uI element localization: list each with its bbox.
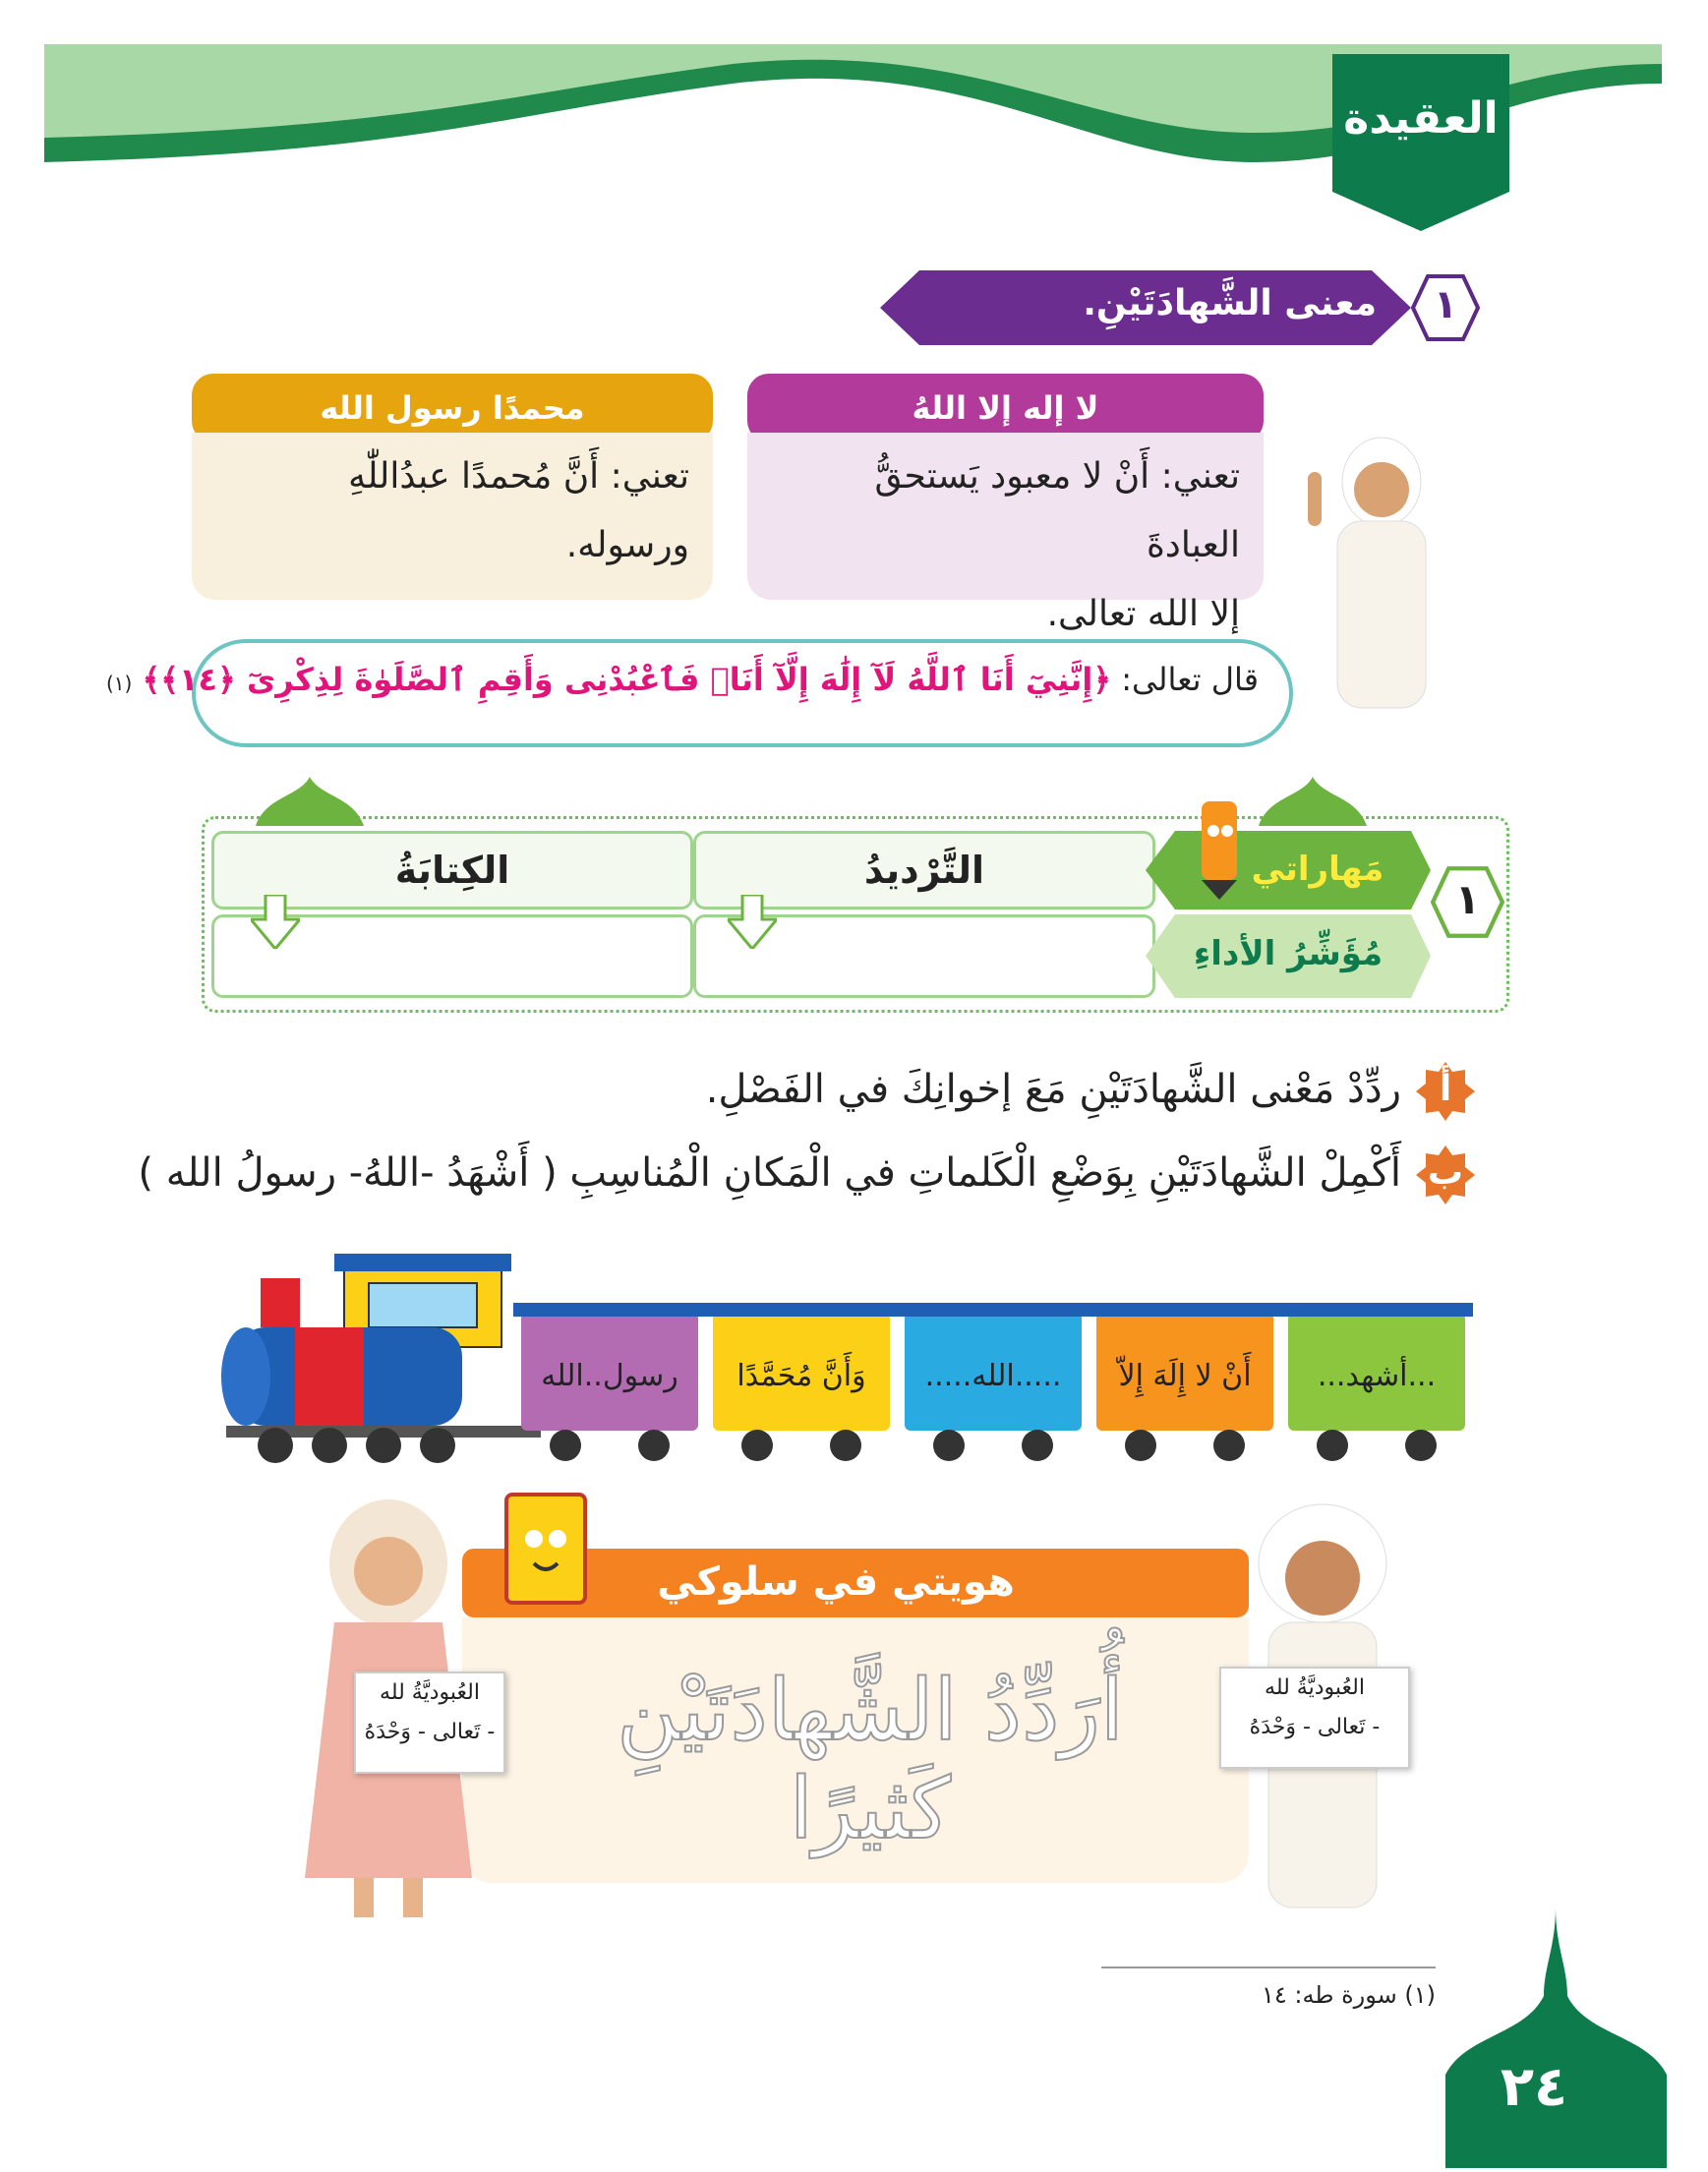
sign-line: العُبوديَّةُ لله — [1265, 1675, 1365, 1700]
page-number-mosque — [1445, 1888, 1667, 2168]
card-line: تعني: أَنَّ مُحمدًا عبدُاللّٰهِ — [348, 456, 689, 497]
train-car-label: أَنْ لا إِلَهَ إِلاّ — [1118, 1359, 1252, 1393]
card-muhammad — [192, 374, 713, 600]
indicator-label: مُؤَشِّرُ الأداءِ — [1193, 934, 1384, 973]
book-mascot-icon — [497, 1485, 605, 1613]
card-la-ilaha — [747, 374, 1264, 634]
dome-decoration — [1259, 777, 1367, 826]
section-label: العقيدة — [1343, 93, 1499, 144]
skill-repeat-label: التَّرْديدُ — [863, 849, 985, 892]
pencil-mascot-icon — [1190, 792, 1249, 900]
sign-line: - تَعالى - وَحْدَهُ — [1249, 1715, 1381, 1739]
quote — [105, 661, 1259, 698]
skills-number: ١ — [1454, 875, 1481, 923]
train-car-label: ...أشهد... — [1317, 1359, 1437, 1393]
task-marker-label: أ — [1439, 1069, 1452, 1109]
lesson-title: معنى الشَّهادَتَيْنِ. — [1083, 283, 1377, 323]
quote-lead: قال تعالى: — [1121, 661, 1259, 698]
down-arrow-icon — [251, 895, 300, 949]
quote-ref: (١) — [105, 672, 133, 695]
skills-badge-label: مَهاراتي — [1251, 850, 1384, 889]
task-text: ردِّدْ مَعْنى الشَّهادَتَيْنِ مَعَ إخوانِكَ في الفَصْلِ. — [705, 1067, 1401, 1112]
card-line: تعني: أَنْ لا معبود يَستحقُّ العبادةَ — [874, 456, 1240, 565]
dome-decoration — [256, 777, 364, 826]
sign-line: - تَعالى - وَحْدَهُ — [364, 1720, 496, 1744]
skill-writing-label: الكِتابَةُ — [394, 849, 510, 892]
sign-line: العُبوديَّةُ لله — [380, 1680, 480, 1705]
behavior-title: هويتي في سلوكي — [657, 1559, 1015, 1605]
down-arrow-icon — [728, 895, 777, 949]
sign-boy — [1219, 1667, 1410, 1769]
task-marker-label: ب — [1427, 1152, 1464, 1193]
train-car-label: وَأَنَّ مُحَمَّدًا — [736, 1359, 866, 1393]
task-text: أَكْمِلْ الشَّهادَتَيْنِ بِوَضْعِ الْكَلماتِ في الْمَكانِ الْمُناسِبِ ( أَشْهَدُ -اللهُ- رسولُ الله ) — [138, 1150, 1401, 1196]
lesson-number: ١ — [1433, 282, 1458, 327]
card-heading: لا إله إلا اللهُ — [747, 374, 1264, 442]
card-heading: محمدًا رسول الله — [192, 374, 713, 442]
trace-text: أُرَدِّدُ الشَّهادَتَيْنِ كَثيرًا — [617, 1662, 1124, 1858]
quote-ayah: ﴿إِنَّنِيٓ أَنَا ٱللَّهُ لَآ إِلَٰهَ إِلَّآ أَنَا۠ فَٱعْبُدْنِى وَأَقِمِ ٱلصَّلَوٰةَ لِذِكْرِىٓ ﴿١٤﴾﴾ — [142, 661, 1112, 698]
footnote: (١) سورة طه: ١٤ — [1261, 1981, 1436, 2009]
footnote-divider — [1101, 1967, 1436, 1968]
train-car-label: رسول..الله — [541, 1359, 678, 1393]
card-line: إلا الله تعالى. — [1046, 594, 1240, 634]
boy-illustration — [1298, 413, 1455, 718]
sign-girl — [354, 1672, 505, 1774]
page-number: ٢٤ — [1500, 2055, 1568, 2119]
train-illustration — [206, 1249, 1475, 1465]
train-car-label: .....الله..... — [924, 1359, 1062, 1393]
card-line: ورسوله. — [565, 525, 689, 565]
